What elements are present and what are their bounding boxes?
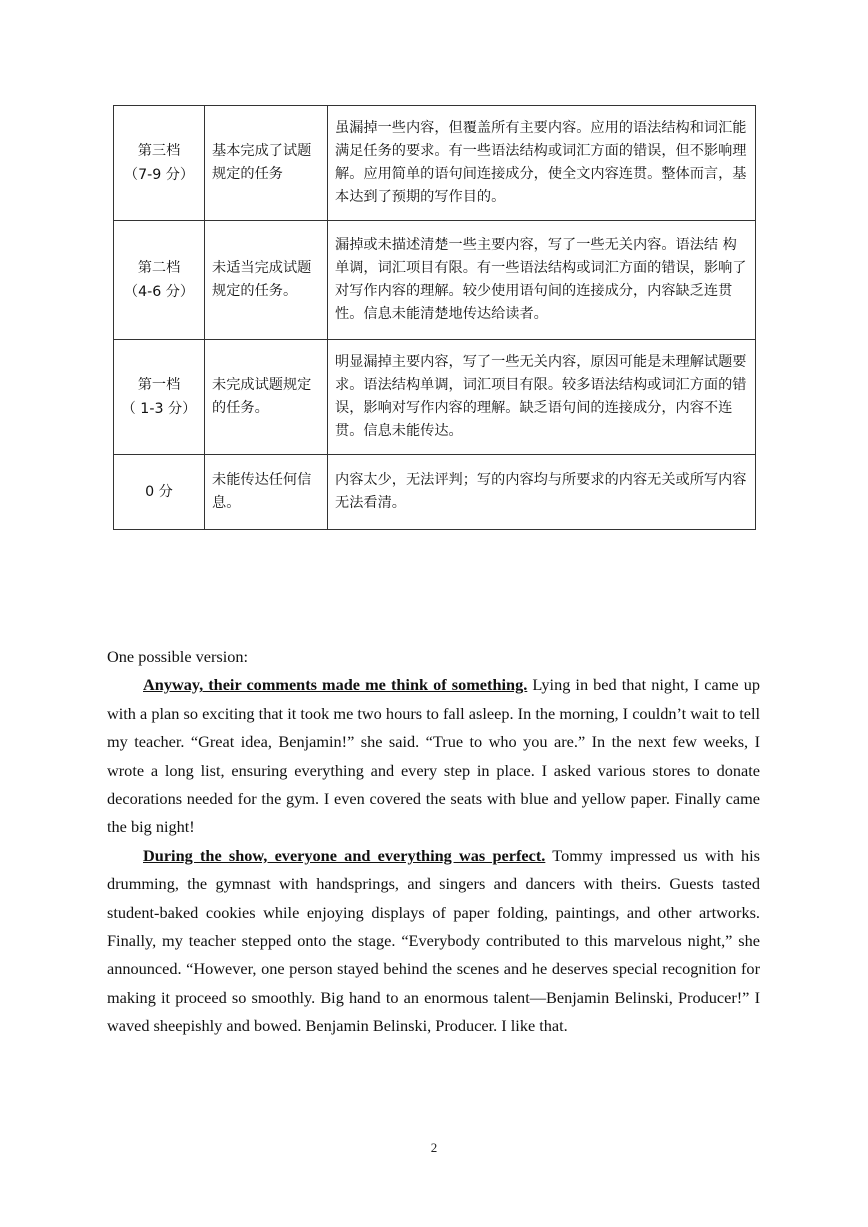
topic-sentence: Anyway, their comments made me think of something. bbox=[143, 675, 528, 695]
level-cell bbox=[114, 340, 205, 455]
level-cell bbox=[114, 455, 205, 530]
level-score-range: （7-9 分） bbox=[123, 167, 195, 183]
page-number: 2 bbox=[430, 1140, 438, 1155]
topic-sentence: During the show, everyone and everything was perfect. bbox=[143, 845, 546, 865]
level-name: 第一档 bbox=[137, 377, 181, 393]
criterion-cell: 未能传达任何信息。 bbox=[205, 455, 328, 530]
scoring-rubric-table bbox=[113, 105, 756, 530]
rubric-row-level-3 bbox=[114, 106, 756, 221]
rubric-row-level-0 bbox=[114, 455, 756, 530]
rubric-row-level-1 bbox=[114, 340, 756, 455]
description-cell: 漏掉或未描述清楚一些主要内容，写了一些无关内容。语法结 构单调，词汇项目有限。有一些语法结构或词汇方面的错误，影响了对写作内容的理解。较少使用语句间的连接成分，内容缺乏连贯性。信息未能清楚地传达给读者。 bbox=[328, 221, 756, 340]
description-cell: 明显漏掉主要内容，写了一些无关内容，原因可能是未理解试题要求。语法结构单调，词汇项目有限。较多语法结构或词汇方面的错误，影响对写作内容的理解。缺乏语句间的连接成分，内容不连贯。信息未能传达。 bbox=[328, 340, 756, 455]
level-name: 第三档 bbox=[137, 143, 181, 159]
level-name: 第二档 bbox=[137, 260, 181, 276]
level-score-range: （ 1-3 分） bbox=[121, 401, 197, 417]
level-cell bbox=[114, 106, 205, 221]
essay-paragraph-2 bbox=[107, 842, 760, 1041]
rubric-row-level-2 bbox=[114, 221, 756, 340]
essay-heading: One possible version: bbox=[107, 647, 249, 666]
paragraph-body: Tommy impressed us with his drumming, the gymnast with handsprings, and singers and dancers with theirs. Guests tasted student-baked cookies while enjoying displays of paper folding, paintings, and other artworks. Finally, my teacher stepped onto the stage. “Everybody contributed to this marvelous night,” she announced. “However, one person stayed behind the scenes and he deserves special recognition for making it proceed so smoothly. Big hand to an enormous talent—Benjamin Belinski, Producer!” I waved sheepishly and bowed. Benjamin Belinski, Producer. I like that. bbox=[107, 845, 760, 1036]
criterion-cell: 基本完成了试题规定的任务 bbox=[205, 106, 328, 221]
criterion-cell: 未完成试题规定的任务。 bbox=[205, 340, 328, 455]
criterion-cell: 未适当完成试题规定的任务。 bbox=[205, 221, 328, 340]
description-cell: 内容太少，无法评判；写的内容均与所要求的内容无关或所写内容无法看清。 bbox=[328, 455, 756, 530]
essay-paragraph-1 bbox=[107, 671, 760, 841]
sample-essay bbox=[107, 643, 760, 1041]
level-score-range: （4-6 分） bbox=[123, 284, 195, 300]
paragraph-body: Lying in bed that night, I came up with a plan so exciting that it took me two hours to fall asleep. In the morning, I couldn’t wait to tell my teacher. “Great idea, Benjamin!” she said. “True to who you are.” In the next few weeks, I wrote a long list, ensuring everything and every step in place. I asked various stores to donate decorations needed for the gym. I even covered the seats with blue and yellow paper. Finally came the big night! bbox=[107, 675, 760, 837]
level-cell bbox=[114, 221, 205, 340]
level-name: 0 分 bbox=[145, 484, 173, 500]
description-cell: 虽漏掉一些内容，但覆盖所有主要内容。应用的语法结构和词汇能满足任务的要求。有一些语法结构或词汇方面的错误，但不影响理解。应用简单的语句间连接成分，使全文内容连贯。整体而言，基本达到了预期的写作目的。 bbox=[328, 106, 756, 221]
